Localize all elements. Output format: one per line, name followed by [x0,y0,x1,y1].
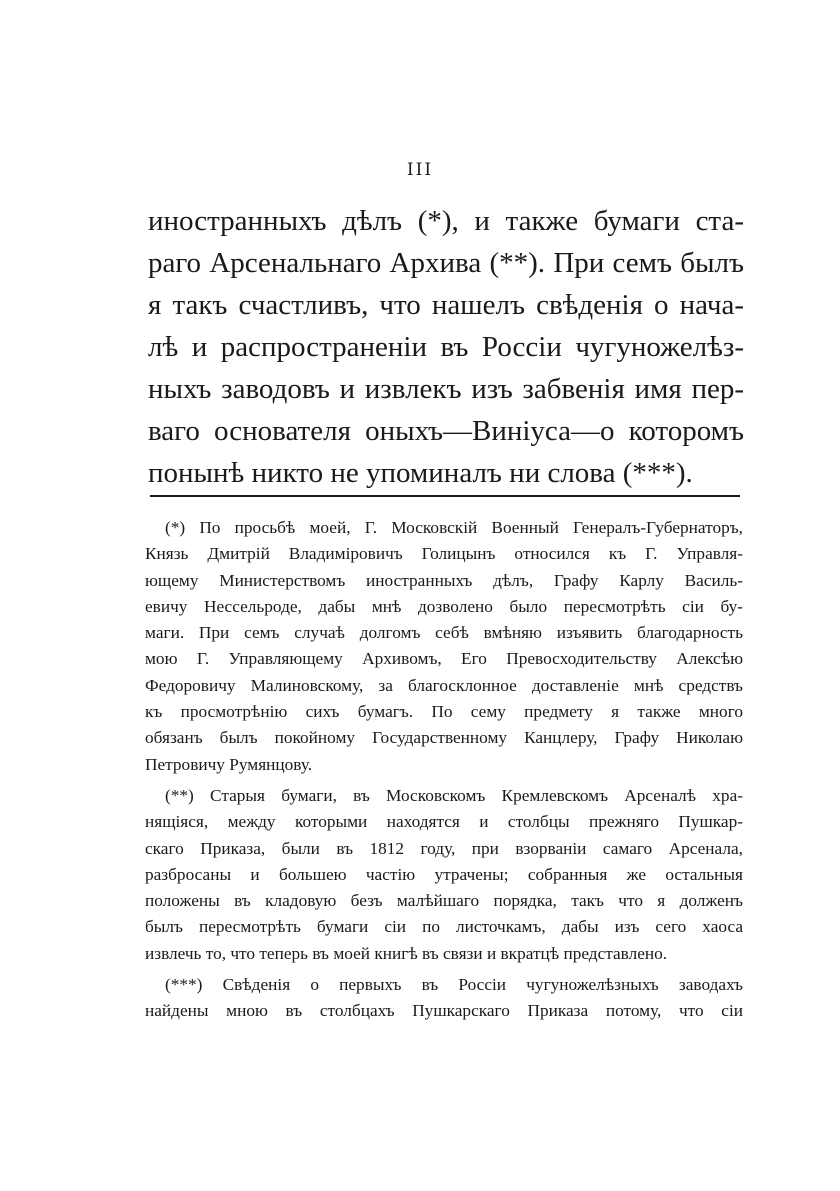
footnote-line: нящіяся, между которыми находятся и столбцы прежняго Пушкар- [145,812,743,832]
footnotes [145,515,743,1030]
footnote-3 [145,972,743,1025]
footnote-line: Федоровичу Малиновскому, за благосклонное доставленіе мнѣ средствъ [145,675,743,695]
text-line: ныхъ заводовъ и извлекъ изъ забвенія имя пер- [148,373,744,405]
text-line: ваго основателя оныхъ—Виніуса—о которомъ [148,415,744,447]
footnote-line: (**) Старыя бумаги, въ Московскомъ Кремлевскомъ Арсеналѣ хра- [165,785,743,805]
footnote-line: обязанъ былъ покойному Государственному Канцлеру, Графу Николаю [145,728,743,748]
footnote-2 [145,783,743,967]
footnote-line: евичу Нессельроде, дабы мнѣ дозволено было пересмотрѣть сіи бу- [145,596,743,616]
footnote-line: Князь Дмитрій Владиміровичъ Голицынъ относился къ Г. Управля- [145,544,743,564]
footnote-line: (*) По просьбѣ моей, Г. Московскій Военный Генералъ-Губернаторъ, [165,518,743,537]
page-number: III [406,160,434,180]
footnote-line: мою Г. Управляющему Архивомъ, Его Превосходительству Алексѣю [145,649,743,669]
text-line: раго Арсенальнаго Архива (**). При семъ былъ [148,247,744,279]
footnote-line: маги. При семъ случаѣ долгомъ себѣ вмѣняю изъявить благодарность [145,623,743,643]
footnote-line: къ просмотрѣнію сихъ бумагъ. По сему предмету я также много [145,702,743,722]
text-line: понынѣ никто не упоминалъ ни слова (***). [148,457,693,489]
footnote-line: былъ пересмотрѣть бумаги сіи по листочкамъ, дабы изъ сего хаоса [145,917,743,937]
text-line: иностранныхъ дѣлъ (*), и также бумаги ста- [148,205,744,237]
footnote-line: (***) Свѣденія о первыхъ въ Россіи чугуножелѣзныхъ заводахъ [165,975,743,995]
footnote-line: разбросаны и большею частію утрачены; собранныя же остальныя [145,864,743,884]
main-paragraph [148,200,744,494]
footnote-line: найдены мною въ столбцахъ Пушкарскаго Приказа потому, что сіи [145,1001,743,1021]
footnote-line: скаго Приказа, были въ 1812 году, при взорваніи самаго Арсенала, [145,838,743,858]
text-line: я такъ счастливъ, что нашелъ свѣденія о нача- [148,289,744,321]
footnote-line: ющему Министерствомъ иностранныхъ дѣлъ, Графу Карлу Василь- [145,570,743,590]
footnote-line: извлечь то, что теперь въ моей книгѣ въ связи и вкратцѣ представлено. [145,943,668,963]
text-line: лѣ и распространеніи въ Россіи чугуножелѣз- [148,331,744,363]
footnote-line: положены въ кладовую безъ малѣйшаго порядка, такъ что я долженъ [145,891,743,911]
footnote-1 [145,515,743,778]
footnote-line: Петровичу Румянцову. [145,754,313,774]
footnote-divider [150,495,740,497]
